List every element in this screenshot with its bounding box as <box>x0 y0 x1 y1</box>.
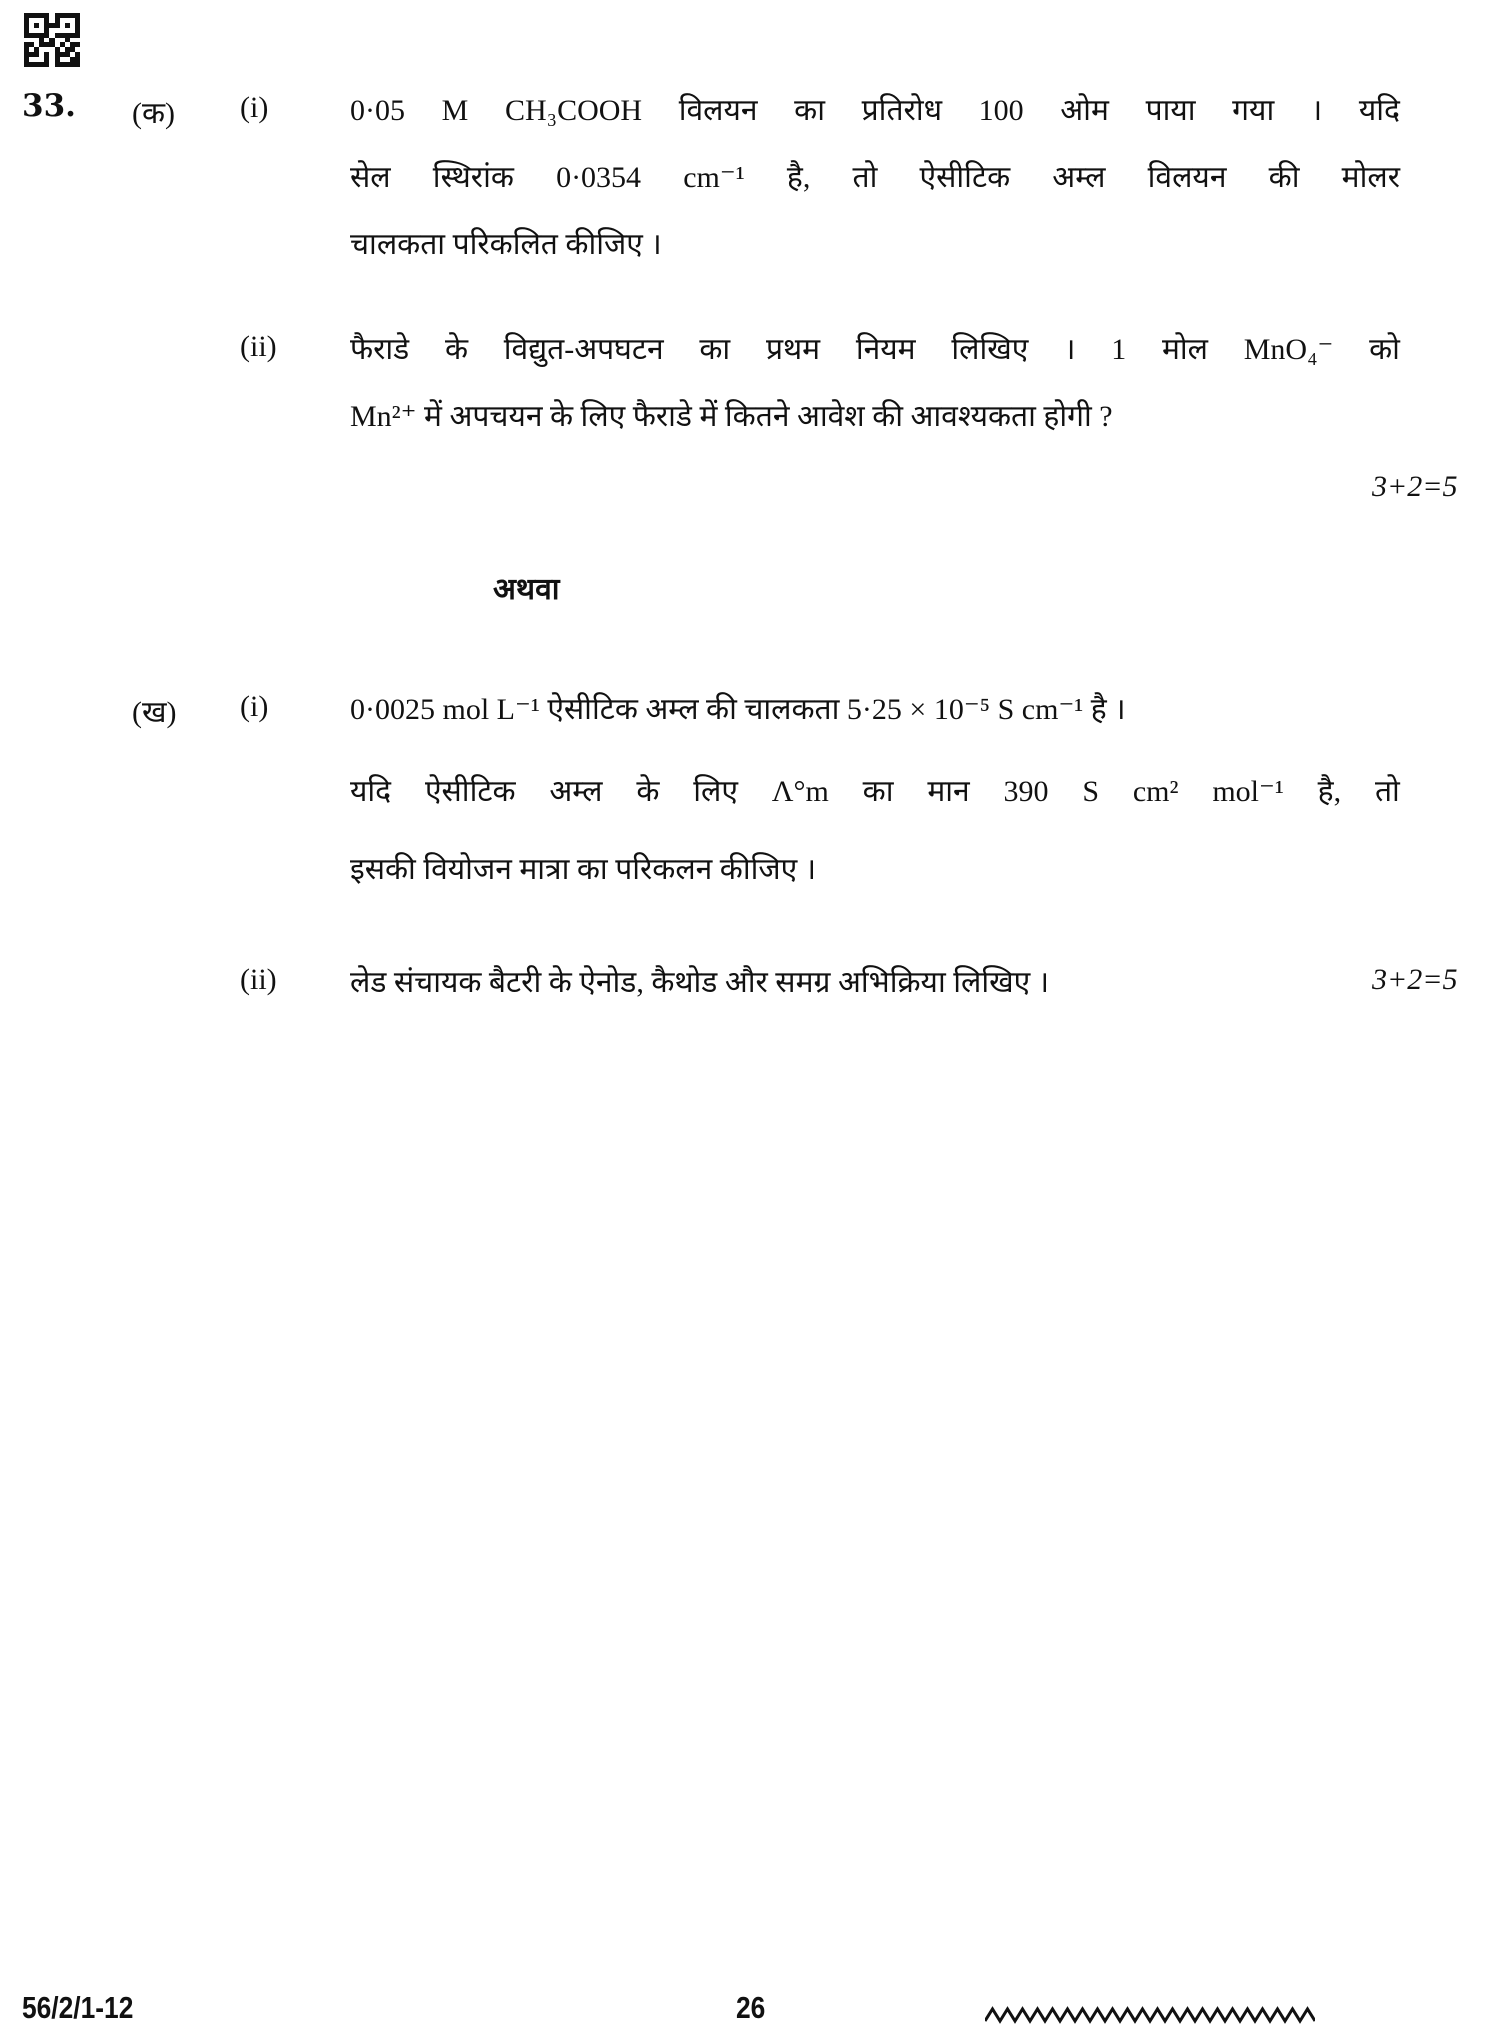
word: यदि <box>1358 94 1400 127</box>
word: MnO₄⁻ <box>1243 333 1334 366</box>
part-a-ii-line-2: Mn²⁺ में अपचयन के लिए फैराडे में कितने आवेश की आवश्यकता होगी ? <box>350 400 1113 433</box>
word: फैराडे <box>350 333 410 366</box>
word: की <box>1268 161 1300 194</box>
page-number: 26 <box>736 1990 766 2025</box>
part-a-i-line-3: चालकता परिकलित कीजिए । <box>350 228 662 261</box>
word: है, <box>786 161 811 194</box>
word: विलयन <box>678 94 758 127</box>
word: 390 <box>1003 775 1049 808</box>
word: Λ°m <box>771 775 829 808</box>
word: cm² <box>1132 775 1179 808</box>
question-number: 33. <box>22 88 76 124</box>
word: अम्ल <box>549 775 603 808</box>
word: 1 <box>1111 333 1127 366</box>
word: लिए <box>693 775 738 808</box>
or-separator: अथवा <box>493 572 560 607</box>
word: सेल <box>350 161 391 194</box>
part-b-ii-label: (ii) <box>240 963 277 996</box>
word: मान <box>927 775 970 808</box>
word: ऐसीटिक <box>919 161 1011 194</box>
word: है, <box>1317 775 1342 808</box>
word: विलयन <box>1147 161 1227 194</box>
part-b-i-line-1: 0·0025 mol L⁻¹ ऐसीटिक अम्ल की चालकता 5·25 × 10⁻⁵ S cm⁻¹ है । <box>350 693 1126 726</box>
word: स्थिरांक <box>432 161 514 194</box>
part-b-marks: 3+2=5 <box>1372 963 1458 996</box>
part-a-ii-line-1 <box>350 330 1400 370</box>
word: ओम <box>1060 94 1109 127</box>
word: मोल <box>1161 333 1209 366</box>
word: प्रतिरोध <box>861 94 943 127</box>
word: लिखिए <box>951 333 1029 366</box>
part-a-ii-label: (ii) <box>240 330 277 363</box>
word: का <box>794 94 825 127</box>
word: M <box>441 94 469 127</box>
word: मोलर <box>1341 161 1400 194</box>
word: को <box>1369 333 1400 366</box>
word: पाया <box>1145 94 1196 127</box>
part-a-label: (क) <box>132 97 176 130</box>
word: CH₃COOH <box>504 94 643 127</box>
part-a-i-line-1 <box>350 91 1400 131</box>
word: । <box>1064 333 1076 366</box>
word: mol⁻¹ <box>1212 775 1284 808</box>
word: विद्युत-अपघटन <box>503 333 664 366</box>
word: तो <box>1374 775 1400 808</box>
word: । <box>1310 94 1323 127</box>
word: का <box>699 333 731 366</box>
part-a-i-label: (i) <box>240 91 269 124</box>
part-b-i-line-3: इसकी वियोजन मात्रा का परिकलन कीजिए । <box>350 853 817 886</box>
word: 0·05 <box>350 94 405 127</box>
word: के <box>444 333 469 366</box>
word: S <box>1082 775 1100 808</box>
word: 100 <box>978 94 1024 127</box>
wavy-line-icon <box>985 2006 1315 2024</box>
part-a-marks: 3+2=5 <box>1372 470 1458 503</box>
word: का <box>862 775 894 808</box>
part-b-label: (ख) <box>132 696 177 729</box>
word: के <box>636 775 660 808</box>
qr-code-icon <box>24 13 80 67</box>
part-b-ii-line: लेड संचायक बैटरी के ऐनोड, कैथोड और समग्र अभिक्रिया लिखिए । <box>350 966 1050 999</box>
word: यदि <box>350 775 392 808</box>
part-a-i-line-2 <box>350 158 1400 198</box>
word: अम्ल <box>1052 161 1106 194</box>
word: ऐसीटिक <box>424 775 516 808</box>
word: 0·0354 <box>556 161 642 194</box>
word: नियम <box>855 333 916 366</box>
word: तो <box>852 161 878 194</box>
word: प्रथम <box>765 333 821 366</box>
word: cm⁻¹ <box>683 161 745 194</box>
part-b-i-line-2 <box>350 772 1400 812</box>
part-b-i-label: (i) <box>240 690 269 723</box>
paper-code: 56/2/1-12 <box>22 1990 134 2025</box>
word: गया <box>1232 94 1275 127</box>
